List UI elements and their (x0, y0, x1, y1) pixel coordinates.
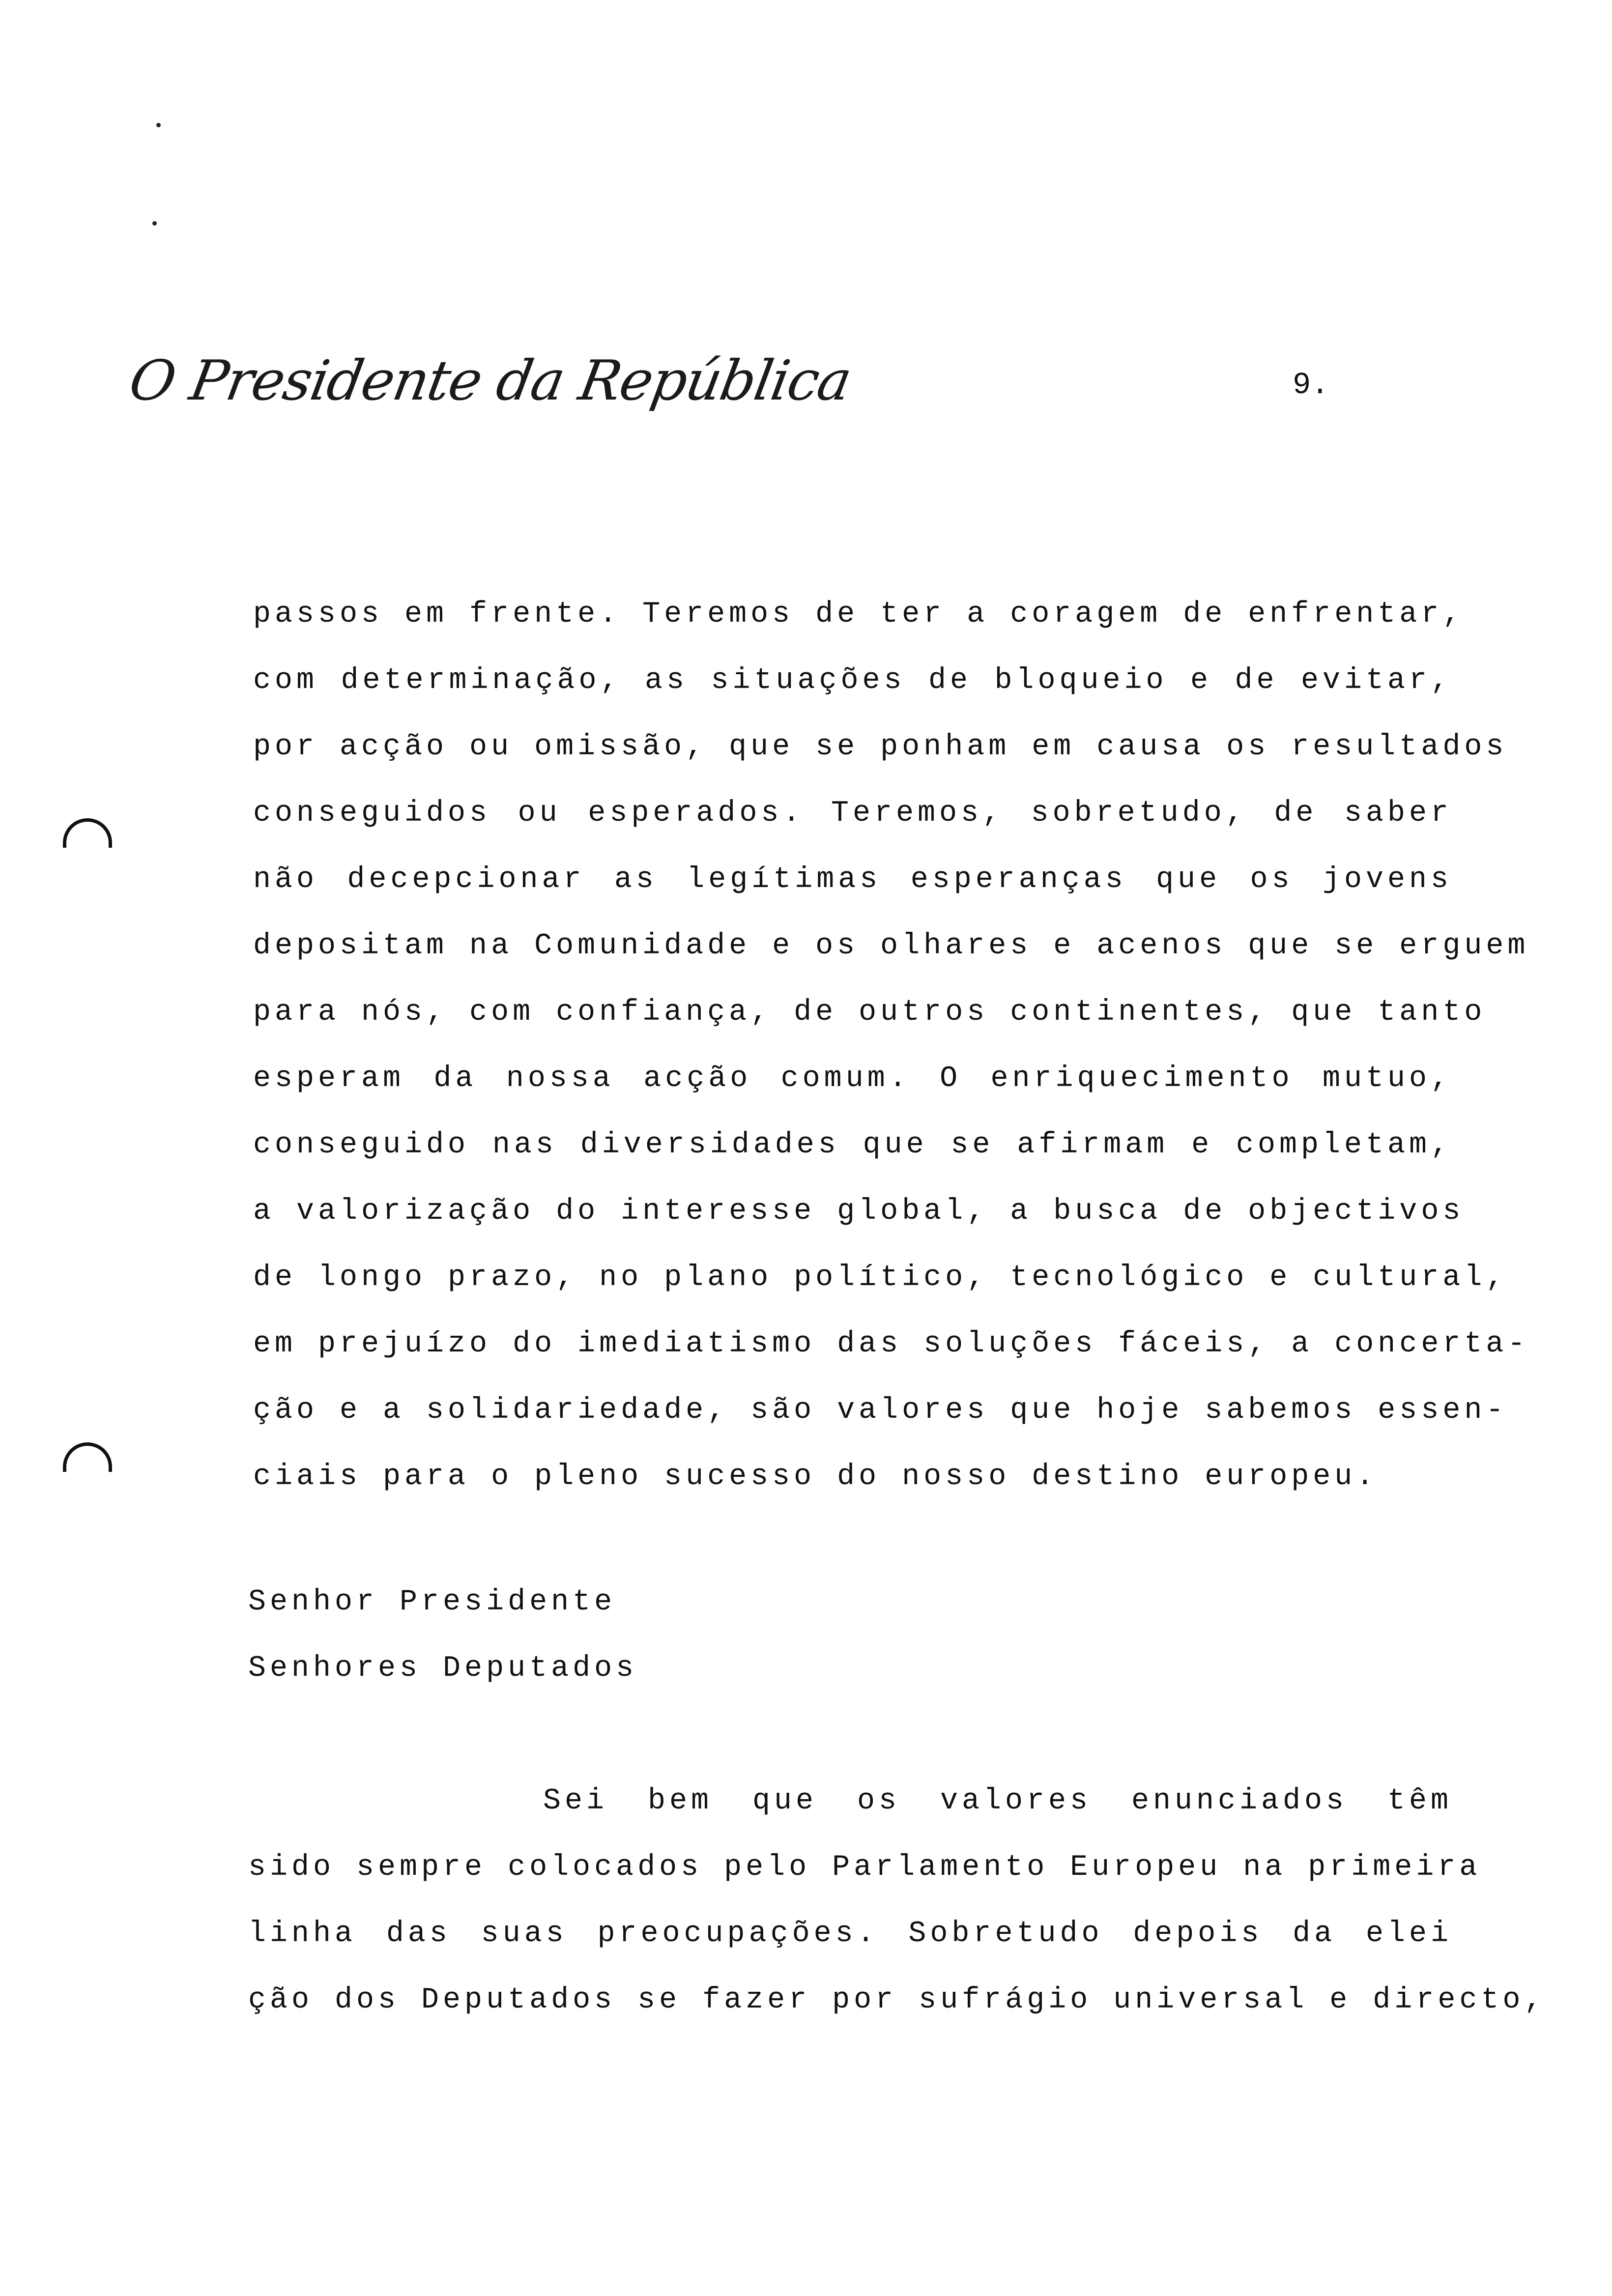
text-line: depositam na Comunidade e os olhares e acenos que se erguem (253, 929, 1529, 963)
text-line: sido sempre colocados pelo Parlamento Europeu na primeira (248, 1851, 1481, 1884)
text-line: conseguidos ou esperados. Teremos, sobretudo, de saber (253, 797, 1452, 830)
text-line: conseguido nas diversidades que se afirmam e completam, (253, 1128, 1452, 1162)
text-line: para nós, com confiança, de outros continentes, que tanto (253, 996, 1486, 1029)
punch-hole-mark (63, 818, 112, 848)
text-line: por acção ou omissão, que se ponham em causa os resultados (253, 730, 1508, 764)
salutation (248, 1585, 637, 1718)
text-line: Sei bem que os valores enunciados têm (543, 1784, 1452, 1818)
text-line: de longo prazo, no plano político, tecnológico e cultural, (253, 1261, 1508, 1294)
scan-speck (156, 123, 161, 127)
text-line: a valorização do interesse global, a busca de objectivos (253, 1195, 1465, 1228)
text-line: com determinação, as situações de bloqueio e de evitar, (253, 664, 1452, 697)
text-line: ciais para o pleno sucesso do nosso destino europeu. (253, 1460, 1378, 1493)
text-line: linha das suas preocupações. Sobretudo depois da elei (248, 1917, 1452, 1951)
letterhead: O Presidente da República (124, 349, 856, 413)
punch-hole-mark (63, 1442, 112, 1472)
text-line: em prejuízo do imediatismo das soluções fáceis, a concerta- (253, 1327, 1529, 1361)
text-line: esperam da nossa acção comum. O enriquecimento mutuo, (253, 1062, 1452, 1095)
scan-speck (152, 221, 157, 226)
salutation-line: Senhores Deputados (248, 1652, 638, 1685)
paragraph-2 (248, 1784, 1546, 2049)
salutation-line: Senhor Presidente (248, 1585, 616, 1619)
text-line: passos em frente. Teremos de ter a coragem de enfrentar, (253, 598, 1465, 631)
text-line: ção e a solidariedade, são valores que hoje sabemos essen- (253, 1394, 1508, 1427)
page-number: 9. (1293, 368, 1329, 402)
text-line: não decepcionar as legítimas esperanças que os jovens (253, 863, 1452, 896)
paragraph-1 (253, 597, 1529, 1526)
text-line: ção dos Deputados se fazer por sufrágio universal e directo, (248, 1983, 1546, 2017)
